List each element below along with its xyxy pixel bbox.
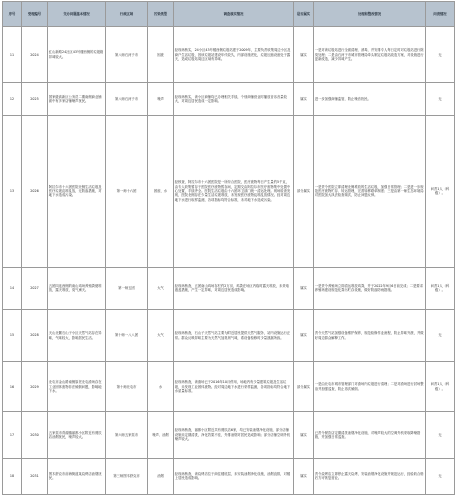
cell-survey: 经核查，阿拉尔市十六团医院是一所综合医院，医疗废物每日产生量约5千克，由专人收集暂存于医院医疗废物暂存间，定期交由阿拉尔市医疗废物集中处置中心处置，手续齐全。医院生活垃圾由十六团环卫部门统一清运处理。现场检查发现，医院北侧存在少量生活垃圾堆放，未发现医疗废物乱堆乱放情况。经对周边地下水进行取样监测，各项指标均符合标准，未对地下水造成污染。 xyxy=(174,115,294,267)
cell-survey: 经现场核查，该渣场已于2016年10月停用，场地内有少量建筑垃圾及生活垃圾，未发现工业固体废物。经对周边地下水进行采样监测，各项指标均符合地下水质量标准。 xyxy=(174,362,294,412)
cell-id: 2024 xyxy=(22,27,48,83)
cell-seq: 17 xyxy=(3,412,22,458)
cell-survey: 经现场核查，丽都小区附近共有餐饮店6家，均已安装油烟净化设施，部分店铺设施未定期清洗，净化效果不佳，外排油烟对居民造成影响；部分店铺空调外机噪声较大。 xyxy=(174,412,294,458)
cell-seq: 12 xyxy=(3,83,22,115)
table-row xyxy=(3,309,455,361)
cell-true: 属实 xyxy=(294,309,314,361)
cell-true: 属实 xyxy=(294,458,314,494)
cell-seq: 14 xyxy=(3,267,22,309)
col-header-issue: 交办问题基本情况 xyxy=(48,2,106,27)
cell-type: 固废 xyxy=(148,27,174,83)
complaint-table xyxy=(2,1,455,495)
cell-survey: 经现场核查，该烧烤店位于商住楼底层，未安装油烟净化设施，油烟直排，对楼上居民造成影响。 xyxy=(174,458,294,494)
col-header-type: 污染类型 xyxy=(148,2,174,27)
cell-seq: 16 xyxy=(3,362,22,412)
cell-handling: 一是责令医院立即清理北侧堆放的生活垃圾，加强日常管理；二是进一步规范医疗废物贮存、转运管理，完善转移联单制度；三是由第一师生态环境局对医院加大执法检查频次，防止问题反弹。 xyxy=(314,115,426,267)
cell-id: 2025 xyxy=(22,83,48,115)
cell-account: 无 xyxy=(426,458,455,494)
cell-region: 第一师五团 xyxy=(106,267,148,309)
cell-region: 第八师石河子市 xyxy=(106,83,148,115)
cell-survey: 经现场核查，五团南山鸡场存栏约2万羽，鸡粪在场区内临时露天堆放，未采取遮盖措施，产生一定异味，对周边居民造成影响。 xyxy=(174,267,294,309)
cell-survey: 经现场核查，石山子天然气站主要为附近居民提供天然气服务，站内设施运行正常。群众反映异味主要为天然气加臭剂气味，系设备检修时少量泄漏所致。 xyxy=(174,309,294,361)
cell-account: 无 xyxy=(426,309,455,361)
cell-type: 固废、水 xyxy=(148,115,174,267)
cell-survey: 经现场核实，该小区商铺均已办理相关手续，个别商铺营业时播放音乐音量较大，对周边居民造成一定影响。 xyxy=(174,83,294,115)
cell-issue: 北屯市金山路南侧原老北屯渣场存在工业固体废物非法倾倒问题，影响地下水。 xyxy=(48,362,106,412)
cell-id: 2029 xyxy=(22,362,48,412)
table-row xyxy=(3,412,455,458)
cell-true: 属实 xyxy=(294,267,314,309)
cell-issue: 阿拉尔市十六团医院北侧生活垃圾及医疗垃圾乱堆乱放，无防渗措施，对地下水造成污染。 xyxy=(48,115,106,267)
cell-account: 问责1人（科级）。 xyxy=(426,267,455,309)
table-row xyxy=(3,267,455,309)
col-header-survey: 调查核实情况 xyxy=(174,2,294,27)
cell-region: 第八师石河子市 xyxy=(106,27,148,83)
cell-type: 噪声、油烟 xyxy=(148,412,174,458)
table-row xyxy=(3,362,455,412)
cell-account: 无 xyxy=(426,83,455,115)
cell-handling: 责令天然气站加强设备维护保养，规范检修作业流程，防止异味外泄，并做好周边群众解释工作。 xyxy=(314,309,426,361)
cell-region: 第三师图木舒克市 xyxy=(106,458,148,494)
cell-handling: 一是由北屯市城市管理部门对渣场内垃圾进行清理；二是对渣场进行封场整治并加强巡查，防止再次倾倒。 xyxy=(314,362,426,412)
cell-id: 2026 xyxy=(22,115,48,267)
cell-account: 无 xyxy=(426,412,455,458)
col-header-region: 行政区域 xyxy=(106,2,148,27)
cell-true: 属实 xyxy=(294,27,314,83)
cell-issue: 五家渠市青湖镇丽都小区附近有餐饮店油烟扰民，噪声较大。 xyxy=(48,412,106,458)
cell-id: 2030 xyxy=(22,412,48,458)
table-header-row xyxy=(3,2,455,27)
cell-handling: 一是对该垃圾站进行全面清理、消毒，并安排专人每日定时对垃圾站进行除臭处理；二是由石河子市城市管理局牵头制定垃圾站改造方案，对设施进行更新改造，减少异味产生。 xyxy=(314,27,426,83)
cell-region: 第十师北屯市 xyxy=(106,362,148,412)
col-header-id: 受理编号 xyxy=(22,2,48,27)
cell-account: 无 xyxy=(426,27,455,83)
cell-id: 2027 xyxy=(22,267,48,309)
cell-id: 2028 xyxy=(22,309,48,361)
cell-type: 噪声 xyxy=(148,83,174,115)
cell-issue: 图木舒克市前海街道某烧烤店油烟扰民。 xyxy=(48,458,106,494)
cell-true: 属实 xyxy=(294,83,314,115)
table-row xyxy=(3,458,455,494)
cell-handling: 一是责令养殖场立即清运堆放鸡粪，并于2022年9月6日前完成；二是要求养殖场建设规范化粪污贮存设施，做好防渗防雨措施。 xyxy=(314,267,426,309)
col-header-account: 问责情况 xyxy=(426,2,455,27)
table-row xyxy=(3,83,455,115)
cell-true: 部分属实 xyxy=(294,362,314,412)
cell-handling: 责令烧烤店立即停止露天烧烤，安装油烟净化设施并规范运行，经验收合格后方可恢复营业。 xyxy=(314,458,426,494)
cell-issue: 红山新路24社区43号楼西侧的垃圾箱异味较大。 xyxy=(48,27,106,83)
cell-issue: 天山北麓石山子小区天然气站存在异味，气味较大，影响居民生活。 xyxy=(48,309,106,361)
cell-region: 第六师五家渠市 xyxy=(106,412,148,458)
cell-seq: 18 xyxy=(3,458,22,494)
cell-region: 第十师一八八团 xyxy=(106,309,148,361)
cell-handling: 进一步加强商铺监管，防止噪音扰民。 xyxy=(314,83,426,115)
cell-type: 大气 xyxy=(148,267,174,309)
cell-region: 第一师十六团 xyxy=(106,115,148,267)
cell-issue: 五团四连西侧的南山鸡场养殖粪便堆放，露天堆放，臭气熏天。 xyxy=(48,267,106,309)
cell-id: 2031 xyxy=(22,458,48,494)
cell-seq: 13 xyxy=(3,115,22,267)
table-row xyxy=(3,115,455,267)
cell-seq: 11 xyxy=(3,27,22,83)
cell-survey: 经现场核实，24小区43号楼西侧垃圾站建于2009年，主要负责收集周边小区及商户生活垃圾，因该垃圾站建设年代较久，内部设施老化，垃圾压缩设备处于露天，造成垃圾站周边区域有异味。 xyxy=(174,27,294,83)
col-header-handling: 处理和整改情况 xyxy=(314,2,426,27)
col-header-true: 是否属实 xyxy=(294,2,314,27)
col-header-seq: 序号 xyxy=(3,2,22,27)
cell-account: 问责1人（科级）。 xyxy=(426,362,455,412)
cell-true: 属实 xyxy=(294,412,314,458)
cell-type: 大气 xyxy=(148,309,174,361)
cell-issue: 国家级高新区公务员二期南侧商业铺面中有多家店铺噪声扰民。 xyxy=(48,83,106,115)
cell-type: 水 xyxy=(148,362,174,412)
table-row xyxy=(3,27,455,83)
cell-type: 油烟 xyxy=(148,458,174,494)
cell-handling: 已责令餐饮店定期清洗油烟净化设施，对噪声较大的空调外机采取降噪措施，并加强日常巡查。 xyxy=(314,412,426,458)
cell-account: 问责1人（科级）。 xyxy=(426,115,455,267)
cell-seq: 15 xyxy=(3,309,22,361)
cell-true: 部分属实 xyxy=(294,115,314,267)
